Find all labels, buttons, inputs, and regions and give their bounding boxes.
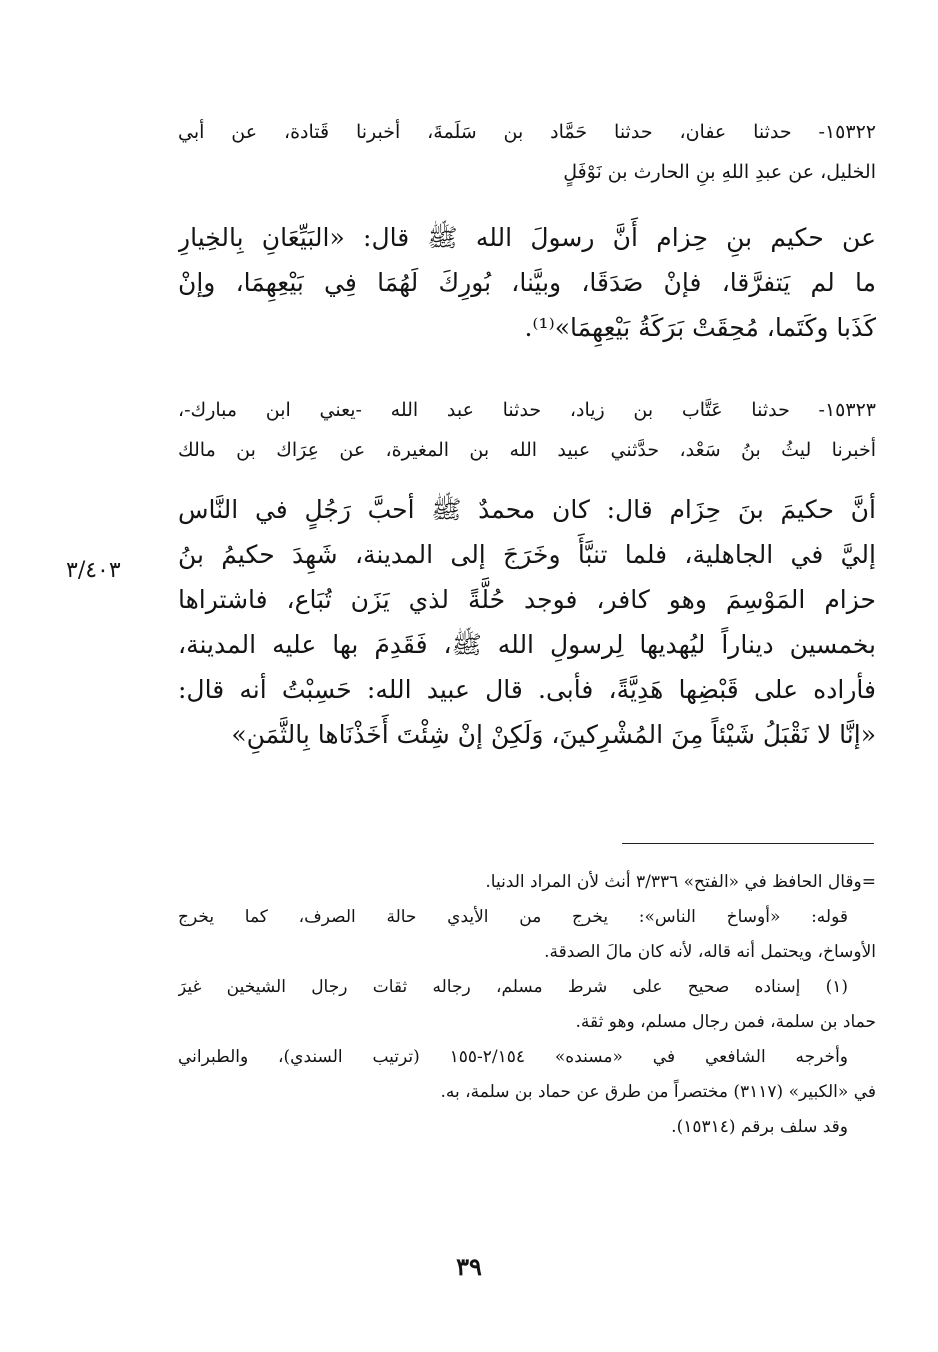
matn-line: «إنَّا لا نَقْبَلُ شَيْئاً مِنَ المُشْرِكينَ، وَلَكِنْ إنْ شِئْتَ أَخَذْنَاها بِالثَّمَنِ» xyxy=(231,720,876,749)
matn-line: أنَّ حكيمَ بنَ حِزَام قال: كان محمدٌ ﷺ أحبَّ رَجُلٍ في النَّاس xyxy=(178,495,876,524)
matn-line: ما لم يَتفرَّقا، فإنْ صَدَقَا، وبيَّنا، بُورِكَ لَهُمَا فِي بَيْعِهِمَا، وإنْ xyxy=(178,268,876,297)
matn-line: حزام المَوْسِمَ وهو كافر، فوجد حُلَّةً لذي يَزَن تُبَاع، فاشتراها xyxy=(178,585,876,614)
hadith-15322-matn xyxy=(178,215,876,350)
footnote-line: في «الكبير» (٣١١٧) مختصراً من طرق عن حماد بن سلمة، به. xyxy=(440,1082,876,1102)
page-number: ٣٩ xyxy=(456,1252,482,1281)
matn-line: فأراده على قَبْضِها هَدِيَّةً، فأبى. قال عبيد الله: حَسِبْتُ أنه قال: xyxy=(178,675,876,704)
footnote-line: قوله: «أوساخ الناس»: يخرج من الأيدي حالة الصرف، كما يخرج xyxy=(178,907,848,927)
matn-line: إليَّ في الجاهلية، فلما تنبَّأَ وخَرَجَ إلى المدينة، شَهِدَ حكيمُ بنُ xyxy=(178,540,876,569)
matn-line: بخمسين ديناراً ليُهديها لِرسولِ الله ﷺ، فَقَدِمَ بها عليه المدينة، xyxy=(178,630,876,659)
footnote-line: وأخرجه الشافعي في «مسنده» ٢/١٥٤-١٥٥ (ترتيب السندي)، والطبراني xyxy=(178,1047,849,1067)
margin-volume-page-reference: ٣/٤٠٣ xyxy=(66,558,121,583)
isnad-line: أخبرنا ليثُ بنُ سَعْد، حدَّثني عبيد الله بن المغيرة، عن عِرَاك بن مالك xyxy=(178,439,876,461)
footnote-separator-rule xyxy=(622,843,874,844)
footnotes xyxy=(178,865,876,1145)
hadith-15323-isnad xyxy=(178,390,876,470)
isnad-line: الخليل، عن عبدِ اللهِ بنِ الحارث بن نَوْفَلٍ xyxy=(563,161,876,183)
isnad-line: ١٥٣٢٢- حدثنا عفان، حدثنا حَمَّاد بن سَلَمةَ، أخبرنا قَتادة، عن أبي xyxy=(178,121,876,143)
footnote-line: (١) إسناده صحيح على شرط مسلم، رجاله ثقات رجال الشيخين غيرَ xyxy=(178,977,848,997)
hadith-15322-isnad xyxy=(178,112,876,192)
footnote-line: الأوساخ، ويحتمل أنه قاله، لأنه كان مالَ الصدقة. xyxy=(544,942,876,962)
matn-line: عن حكيم بنِ حِزام أَنَّ رسولَ الله ﷺ قال: «البَيِّعَانِ بِالخِيارِ xyxy=(178,223,876,252)
footnote-line: حماد بن سلمة، فمن رجال مسلم، وهو ثقة. xyxy=(575,1012,876,1032)
hadith-15323-matn xyxy=(178,487,876,757)
matn-line: كَذَبا وكَتَما، مُحِقَتْ بَرَكَةُ بَيْعِهِمَا»⁽¹⁾. xyxy=(524,313,876,342)
footnote-line: =وقال الحافظ في «الفتح» ٣/٣٣٦ أنث لأن المراد الدنيا. xyxy=(485,872,876,892)
footnote-line: وقد سلف برقم (١٥٣١٤). xyxy=(671,1117,848,1137)
isnad-line: ١٥٣٢٣- حدثنا عَتَّاب بن زياد، حدثنا عبد الله -يعني ابن مبارك-، xyxy=(178,399,876,421)
